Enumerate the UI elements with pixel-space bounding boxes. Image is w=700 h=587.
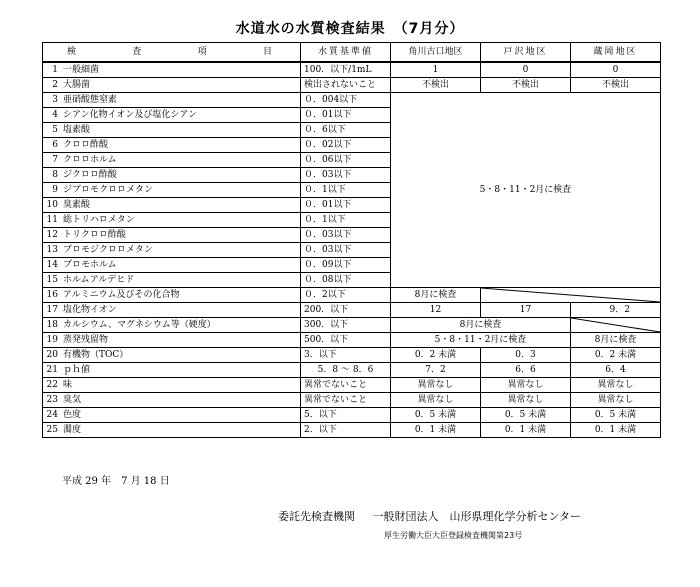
- item-name: カルシウム、マグネシウム等（硬度）: [63, 320, 216, 330]
- item-name: シアン化物イオン及び塩化シアン: [63, 110, 198, 120]
- item-name: ブロモホルム: [63, 260, 117, 270]
- item-number: 5: [52, 125, 58, 135]
- item-name: 蒸発残留物: [63, 335, 109, 345]
- area3-cell: 異常なし: [571, 393, 661, 408]
- item-number: 3: [52, 95, 58, 105]
- item-number: 1: [52, 65, 58, 75]
- item-cell: [43, 333, 301, 348]
- item-number: 20: [46, 350, 58, 360]
- item-cell: [43, 198, 301, 213]
- item-cell: [43, 273, 301, 288]
- standard-cell: 5．以下: [301, 408, 391, 423]
- area2-cell: 0．3: [481, 348, 571, 363]
- item-cell: [43, 318, 301, 333]
- standard-cell: 100．以下/1mL: [301, 62, 391, 78]
- table-row: [43, 93, 661, 108]
- area2-cell: 異常なし: [481, 393, 571, 408]
- item-number: 13: [46, 245, 58, 255]
- item-number: 2: [52, 80, 58, 90]
- table-row: [43, 408, 661, 423]
- table-row: [43, 393, 661, 408]
- item-number: 21: [46, 365, 58, 375]
- standard-cell: ０．09以下: [301, 258, 391, 273]
- item-name: ブロモジクロロメタン: [63, 245, 153, 255]
- item-number: 23: [46, 395, 58, 405]
- item-cell: [43, 408, 301, 423]
- item-cell: [43, 62, 301, 78]
- item-cell: [43, 228, 301, 243]
- item-number: 24: [46, 410, 58, 420]
- area3-cell: 不検出: [571, 78, 661, 93]
- standard-cell: 500．以下: [301, 333, 391, 348]
- item-cell: [43, 303, 301, 318]
- header-area3: 蔵岡地区: [571, 43, 661, 63]
- item-cell: [43, 183, 301, 198]
- table-row: [43, 303, 661, 318]
- item-number: 9: [52, 185, 58, 195]
- item-name: クロロ酢酸: [63, 140, 109, 150]
- item-name: 総トリハロメタン: [63, 215, 135, 225]
- item-number: 6: [52, 140, 58, 150]
- lab-registration: 厚生労働大臣大臣登録検査機関第23号: [384, 531, 523, 540]
- area12-cell: 5・8・11・2月に検査: [391, 333, 571, 348]
- area3-cell: 0: [571, 62, 661, 78]
- item-number: 22: [46, 380, 58, 390]
- item-name: ｐｈ値: [63, 365, 91, 375]
- standard-cell: ０．03以下: [301, 168, 391, 183]
- area1-cell: 1: [391, 62, 481, 78]
- item-name: 濁度: [63, 425, 82, 435]
- standard-cell: 異常でないこと: [301, 393, 391, 408]
- item-number: 15: [46, 275, 58, 285]
- item-name: ジクロロ酢酸: [63, 170, 117, 180]
- standard-cell: 異常でないこと: [301, 378, 391, 393]
- item-cell: [43, 378, 301, 393]
- item-number: 11: [46, 215, 58, 225]
- lab-name: 一般財団法人 山形県理化学分析センター: [372, 510, 582, 523]
- item-cell: [43, 393, 301, 408]
- area1-cell: 8月に検査: [391, 288, 481, 303]
- not-applicable-cell: [481, 288, 661, 303]
- item-cell: [43, 78, 301, 93]
- item-name: 塩化物イオン: [63, 305, 117, 315]
- area3-cell: 異常なし: [571, 378, 661, 393]
- header-area2: 戸沢地区: [481, 43, 571, 63]
- area2-cell: 0．5 未満: [481, 408, 571, 423]
- standard-cell: ０．01以下: [301, 198, 391, 213]
- standard-cell: 2．以下: [301, 423, 391, 438]
- area3-cell: 9．2: [571, 303, 661, 318]
- standard-cell: 検出されないこと: [301, 78, 391, 93]
- area1-cell: 0．1 未満: [391, 423, 481, 438]
- table-row: [43, 288, 661, 303]
- item-number: 4: [52, 110, 58, 120]
- standard-cell: ０．01以下: [301, 108, 391, 123]
- item-cell: [43, 123, 301, 138]
- item-number: 14: [46, 260, 58, 270]
- item-name: 亜硝酸態窒素: [63, 95, 118, 105]
- item-name: 味: [63, 380, 73, 390]
- area2-cell: 異常なし: [481, 378, 571, 393]
- item-cell: [43, 363, 301, 378]
- item-number: 25: [46, 425, 58, 435]
- item-number: 12: [46, 230, 58, 240]
- item-name: 臭気: [63, 395, 82, 405]
- table-row: [43, 78, 661, 93]
- item-name: トリクロロ酢酸: [63, 230, 126, 240]
- area2-cell: 不検出: [481, 78, 571, 93]
- header-item: 検査項目: [43, 43, 301, 63]
- table-row: [43, 62, 661, 78]
- standard-cell: ０．004以下: [301, 93, 391, 108]
- item-cell: [43, 423, 301, 438]
- item-name: アルミニウム及びその化合物: [63, 290, 180, 300]
- item-number: 18: [46, 320, 58, 330]
- area3-cell: 0．2 未満: [571, 348, 661, 363]
- item-cell: [43, 93, 301, 108]
- area1-cell: 0．5 未満: [391, 408, 481, 423]
- item-cell: [43, 168, 301, 183]
- standard-cell: ０．06以下: [301, 153, 391, 168]
- table-row: [43, 423, 661, 438]
- area2-cell: 0: [481, 62, 571, 78]
- item-number: 10: [46, 200, 58, 210]
- standard-cell: ０．03以下: [301, 228, 391, 243]
- item-name: 塩素酸: [63, 125, 91, 135]
- standard-cell: 3．以下: [301, 348, 391, 363]
- item-cell: [43, 153, 301, 168]
- not-applicable-cell: [571, 318, 661, 333]
- item-cell: [43, 288, 301, 303]
- item-cell: [43, 213, 301, 228]
- item-name: 有機物（TOC）: [63, 350, 129, 360]
- lab-info: [278, 508, 595, 524]
- item-cell: [43, 243, 301, 258]
- header-row: [43, 43, 661, 63]
- lab-label: 委託先検査機関: [278, 510, 355, 523]
- page-title: 水道水の水質検査結果 （7月分）: [235, 21, 465, 37]
- table-row: [43, 333, 661, 348]
- merged-note-cell: 5・8・11・2月に検査: [391, 93, 661, 288]
- item-number: 8: [52, 170, 58, 180]
- item-name: 一般細菌: [63, 65, 100, 75]
- item-number: 16: [46, 290, 58, 300]
- item-number: 7: [52, 155, 58, 165]
- area3-cell: 0．1 未満: [571, 423, 661, 438]
- table-row: [43, 348, 661, 363]
- standard-cell: ０．02以下: [301, 138, 391, 153]
- item-name: ジブロモクロロメタン: [63, 185, 154, 195]
- standard-cell: ０．1以下: [301, 183, 391, 198]
- area1-cell: 異常なし: [391, 393, 481, 408]
- header-area1: 角川古口地区: [391, 43, 481, 63]
- header-standard: 水質基準値: [301, 43, 391, 63]
- standard-cell: 300．以下: [301, 318, 391, 333]
- item-cell: [43, 348, 301, 363]
- table-row: [43, 318, 661, 333]
- item-name: ホルムアルデヒド: [63, 275, 135, 285]
- area3-cell: 6．4: [571, 363, 661, 378]
- item-number: 19: [46, 335, 58, 345]
- area1-cell: 不検出: [391, 78, 481, 93]
- area1-cell: 異常なし: [391, 378, 481, 393]
- item-name: 臭素酸: [63, 200, 91, 210]
- item-cell: [43, 258, 301, 273]
- area2-cell: 17: [481, 303, 571, 318]
- area3-cell: 8月に検査: [571, 333, 661, 348]
- table-row: [43, 378, 661, 393]
- area1-cell: 12: [391, 303, 481, 318]
- standard-cell: ０．03以下: [301, 243, 391, 258]
- table-row: [43, 363, 661, 378]
- item-cell: [43, 108, 301, 123]
- item-name: 色度: [63, 410, 82, 420]
- standard-cell: 5．8 ～ 8．6: [301, 363, 391, 378]
- area2-cell: 6．6: [481, 363, 571, 378]
- item-cell: [43, 138, 301, 153]
- standard-cell: ０．1以下: [301, 213, 391, 228]
- standard-cell: ０．08以下: [301, 273, 391, 288]
- area2-cell: 0．1 未満: [481, 423, 571, 438]
- area12-cell: 8月に検査: [391, 318, 571, 333]
- area1-cell: 7．2: [391, 363, 481, 378]
- standard-cell: ０．6以下: [301, 123, 391, 138]
- item-name: 大腸菌: [63, 80, 91, 90]
- standard-cell: ０．2以下: [301, 288, 391, 303]
- report-date: 平成 29 年 7 月 18 日: [62, 476, 170, 487]
- item-name: クロロホルム: [63, 155, 117, 165]
- area3-cell: 0．5 未満: [571, 408, 661, 423]
- results-table: [42, 42, 661, 438]
- standard-cell: 200．以下: [301, 303, 391, 318]
- item-number: 17: [46, 305, 58, 315]
- area1-cell: 0．2 未満: [391, 348, 481, 363]
